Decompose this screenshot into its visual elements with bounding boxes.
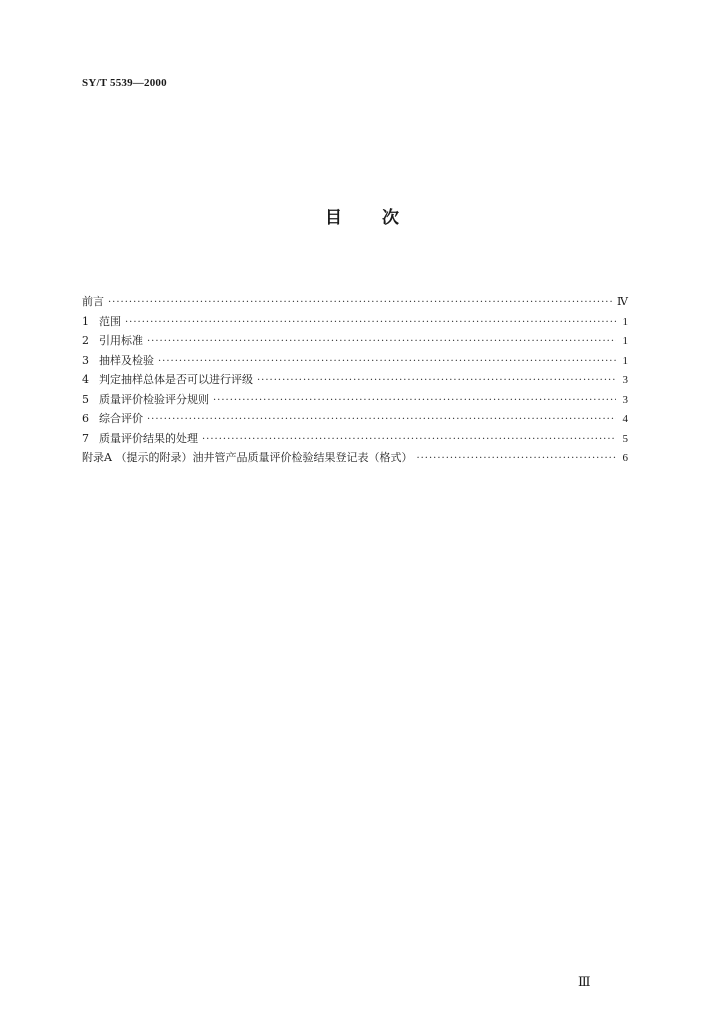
- toc-entry-label: 附录A （提示的附录）油井管产品质量评价检验结果登记表（格式）: [82, 451, 413, 464]
- toc-entry-number: 1: [82, 314, 89, 328]
- toc-leader-dots: [213, 391, 616, 411]
- toc-entry-page: 4: [622, 413, 628, 425]
- toc-entry-label: [82, 409, 147, 429]
- toc-entry-page: 3: [622, 393, 628, 406]
- toc-entry-label: [82, 351, 158, 371]
- toc-entry-7[interactable]: [82, 429, 628, 449]
- toc-leader-dots: [147, 410, 616, 430]
- toc-leader-dots: [202, 430, 616, 450]
- toc-entry-1[interactable]: [82, 312, 628, 332]
- toc-entry-number: 2: [82, 334, 89, 347]
- toc-entry-page: 1: [622, 335, 628, 347]
- toc-entry-text: 抽样及检验: [99, 353, 154, 367]
- toc-leader-dots: [158, 352, 616, 372]
- toc-entry-text: 质量评价结果的处理: [99, 431, 198, 445]
- toc-leader-dots: [125, 313, 616, 333]
- toc-entry-foreword[interactable]: [82, 292, 628, 312]
- toc-entry-page: Ⅳ: [617, 296, 628, 308]
- toc-leader-dots: [108, 293, 613, 313]
- toc-entry-text: 引用标准: [99, 334, 143, 347]
- toc-entry-label: [82, 312, 125, 332]
- toc-entry-2[interactable]: [82, 331, 628, 351]
- toc-entry-number: 4: [82, 373, 89, 386]
- toc-entry-5[interactable]: [82, 390, 628, 410]
- toc-entry-page: 1: [622, 354, 628, 367]
- toc-entry-label: 前言: [82, 295, 104, 308]
- toc-entry-appendix-a[interactable]: [82, 448, 628, 468]
- toc-entry-number: 3: [82, 353, 89, 367]
- toc-leader-dots: [147, 332, 616, 352]
- toc-entry-page: 1: [622, 315, 628, 328]
- standard-code: SY/T 5539—2000: [82, 77, 167, 89]
- toc-title: [0, 203, 724, 228]
- toc-entry-text: 范围: [99, 314, 121, 328]
- table-of-contents: [82, 292, 628, 468]
- toc-entry-number: 6: [82, 412, 89, 425]
- toc-entry-label: [82, 331, 147, 351]
- toc-entry-3[interactable]: [82, 351, 628, 371]
- toc-entry-label: [82, 429, 202, 449]
- toc-entry-4[interactable]: [82, 370, 628, 390]
- toc-entry-page: 6: [622, 452, 628, 464]
- toc-entry-text: 综合评价: [99, 412, 143, 425]
- toc-title-char-1: 目: [325, 208, 342, 228]
- toc-title-char-2: 次: [382, 208, 399, 228]
- toc-entry-6[interactable]: [82, 409, 628, 429]
- page-number: Ⅲ: [578, 974, 591, 989]
- toc-leader-dots: [257, 371, 616, 391]
- toc-entry-page: 5: [622, 432, 628, 445]
- toc-entry-page: 3: [622, 374, 628, 386]
- toc-leader-dots: [416, 449, 616, 469]
- toc-entry-label: [82, 370, 257, 390]
- toc-entry-label: [82, 390, 213, 410]
- toc-entry-number: 5: [82, 392, 89, 406]
- toc-entry-text: 质量评价检验评分规则: [99, 392, 209, 406]
- toc-entry-number: 7: [82, 431, 89, 445]
- toc-entry-text: 判定抽样总体是否可以进行评级: [99, 373, 253, 386]
